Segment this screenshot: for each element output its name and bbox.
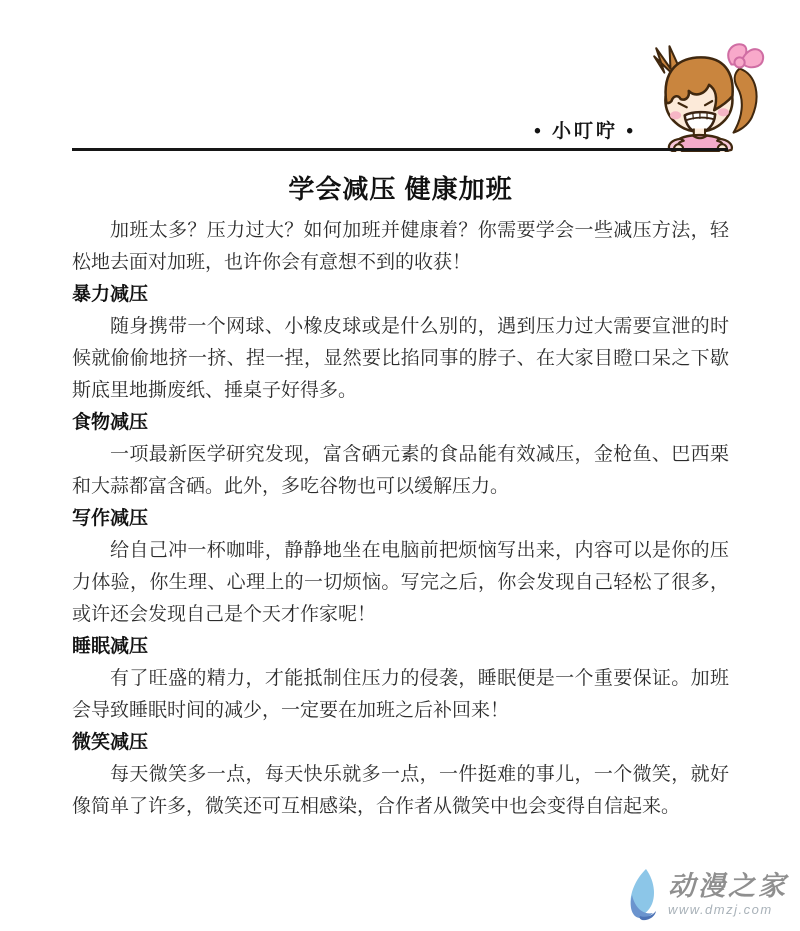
section-heading-sleep: 睡眠减压: [72, 636, 149, 657]
section-heading-writing: 写作减压: [72, 508, 149, 529]
section-heading-violence: 暴力减压: [72, 284, 149, 305]
divider-rule: [72, 148, 728, 151]
section-paragraph-food: 一项最新医学研究发现，富含硒元素的食品能有效减压，金枪鱼、巴西栗和大蒜都富含硒。此外，多吃谷物也可以缓解压力。: [72, 444, 729, 497]
section-paragraph-violence: 随身携带一个网球、小橡皮球或是什么别的，遇到压力过大需要宣泄的时候就偷偷地挤一挤、捏一捏，显然要比掐同事的脖子、在大家目瞪口呆之下歇斯底里地撕废纸、捶桌子好得多。: [72, 316, 729, 401]
page-title: 学会减压 健康加班: [288, 174, 513, 204]
section-paragraph-smile: 每天微笑多一点，每天快乐就多一点，一件挺难的事儿，一个微笑，就好像简单了许多，微笑还可互相感染，合作者从微笑中也会变得自信起来。: [72, 764, 729, 817]
intro-paragraph: 加班太多？压力过大？如何加班并健康着？你需要学会一些减压方法，轻松地去面对加班，也许你会有意想不到的收获！: [72, 220, 729, 273]
cartoon-girl-icon: [642, 38, 766, 152]
section-paragraph-sleep: 有了旺盛的精力，才能抵制住压力的侵袭，睡眠便是一个重要保证。加班会导致睡眠时间的减少，一定要在加班之后补回来！: [72, 668, 729, 721]
dmzj-logo-url: www.dmzj.com: [668, 902, 773, 917]
column-label: • 小叮咛 •: [534, 121, 636, 142]
section-heading-smile: 微笑减压: [72, 732, 149, 753]
mascot-girl-illustration: [642, 38, 766, 152]
section-paragraph-writing: 给自己冲一杯咖啡，静静地坐在电脑前把烦恼写出来，内容可以是你的压力体验，你生理、心理上的一切烦恼。写完之后，你会发现自己轻松了很多，或许还会发现自己是个天才作家呢！: [72, 540, 729, 625]
dmzj-logo: [627, 867, 788, 921]
dmzj-logo-text: 动漫之家: [668, 871, 788, 901]
article: [72, 172, 729, 823]
section-heading-food: 食物减压: [72, 412, 149, 433]
blue-flame-leaf-icon: [627, 867, 661, 921]
dmzj-logo-textcol: [668, 871, 788, 917]
